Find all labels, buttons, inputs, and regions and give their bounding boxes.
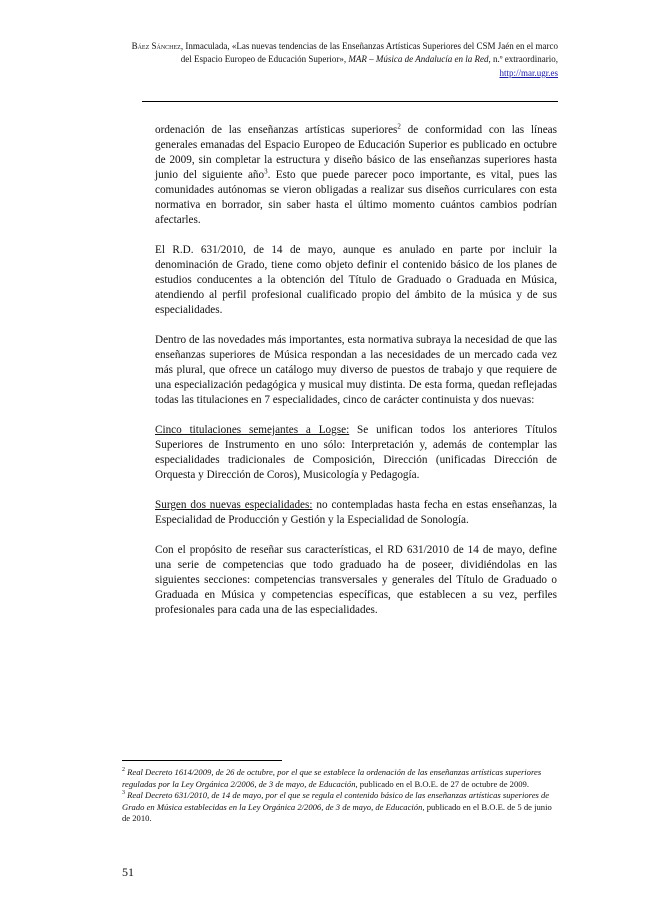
header-title-line1: , Inmaculada, «Las nuevas tendencias de las Enseñanzas Artísticas Superiores del (180, 41, 475, 51)
footnote-ref-3[interactable]: 3 (264, 167, 268, 176)
page-number: 51 (122, 865, 134, 879)
footnote-2-text: publicado en el B.O.E. de 27 de octubre de 2009. (357, 778, 530, 789)
paragraph-6: Con el propósito de reseñar sus características, el RD 631/2010 de 14 de mayo, define una serie de competencias que todo graduado ha de poseer, dividiéndolas en las siguientes secciones: competencias transversales y generales del Título de Graduado o Graduada en Música y competencias específicas, que establecen a su vez, perfiles profesionales para cada una de las especialidades. (155, 544, 557, 616)
running-header (122, 40, 558, 80)
paragraph-1-text-b: de conformidad con las líneas generales emanadas del Espacio Europeo de Educación Superior es publicado en octubre de 2009, sin completar la estructura y diseño básico de las enseñanzas superiores hasta junio del siguiente año (155, 124, 557, 181)
footnote-divider (122, 760, 282, 761)
main-text (155, 123, 557, 633)
header-divider (142, 101, 558, 102)
header-title-line2: CSM Jaén en el marco del Espacio Europeo de Educación Superior», (180, 41, 558, 65)
paragraph-1-text-a: ordenación de las enseñanzas artísticas superiores (155, 124, 398, 136)
footnote-3 (122, 790, 558, 825)
paragraph-5-heading: Surgen dos nuevas especialidades: (155, 499, 313, 511)
paragraph-5-text: no contempladas hasta fecha en estas enseñanzas, la Especialidad de Producción y Gestión y la Especialidad de Sonología. (155, 499, 557, 526)
paragraph-5 (155, 498, 557, 528)
header-link[interactable]: http://mar.ugr.es (499, 67, 558, 78)
paragraph-4-text: Se unifican todos los anteriores Títulos Superiores de Instrumento en uno sólo: Interpretación y, además de contemplar las especialidades tradicionales de Composición, Dirección (unificadas Dirección de Orquesta y Dirección de Coros), Musicología y Pedagogía. (155, 424, 558, 481)
paragraph-1 (155, 123, 557, 228)
header-journal-2: la Red (465, 54, 489, 65)
footnote-2-number: 2 (122, 767, 125, 774)
footnote-2-citation: Real Decreto 1614/2009, de 26 de octubre, por el que se establece la ordenación de las enseñanzas artísticas superiores reguladas por la Ley Orgánica 2/2006, de 3 de mayo, de Educación, (122, 767, 542, 789)
footnote-3-number: 3 (122, 790, 125, 797)
header-issue: , n.º extraordinario, (488, 54, 558, 65)
paragraph-3: Dentro de las novedades más importantes, esta normativa subraya la necesidad de que las enseñanzas superiores de Música respondan a las necesidades de un mercado cada vez más plural, que ofrece un catálogo muy diverso de puestos de trabajo y que requiere de una especialización pedagógica y musical muy distinta. De esta forma, quedan reflejadas todas las titulaciones en 7 especialidades, cinco de carácter continuista y dos nuevas: (155, 334, 557, 406)
footnote-2 (122, 767, 558, 790)
paragraph-4 (155, 423, 557, 483)
paragraph-1-text-c: . Esto que puede parecer poco importante, es vital, pues las comunidades autónomas se vieron obligadas a realizar sus diseños curriculares con esta normativa en borrador, sin saber hasta el último momento cuántos cambios podrían afectarles. (155, 169, 557, 226)
footnotes (122, 767, 558, 825)
paragraph-2: El R.D. 631/2010, de 14 de mayo, aunque es anulado en parte por incluir la denominación de Grado, tiene como objeto definir el contenido básico de los planes de estudios conducentes a la obtención del Título de Graduado o Graduada en Música, atendiendo al perfil profesional cualificado propio del ámbito de la música y de sus especialidades. (155, 244, 557, 316)
paragraph-4-heading: Cinco titulaciones semejantes a Logse: (155, 424, 350, 436)
footnote-ref-2[interactable]: 2 (397, 122, 401, 131)
header-author: Báez Sánchez (131, 41, 181, 51)
footnote-3-citation: Real Decreto 631/2010, de 14 de mayo, por el que se regula el contenido básico de las enseñanzas artísticas superiores de Grado en Música establecidas en la Ley Orgánica 2/2006, de 3 de mayo, de Educación, (122, 790, 550, 812)
header-journal: MAR – Música de Andalucía en (348, 54, 463, 65)
footnote-3-text: publicado en el B.O.E. de 5 de junio de 2010. (122, 801, 552, 823)
